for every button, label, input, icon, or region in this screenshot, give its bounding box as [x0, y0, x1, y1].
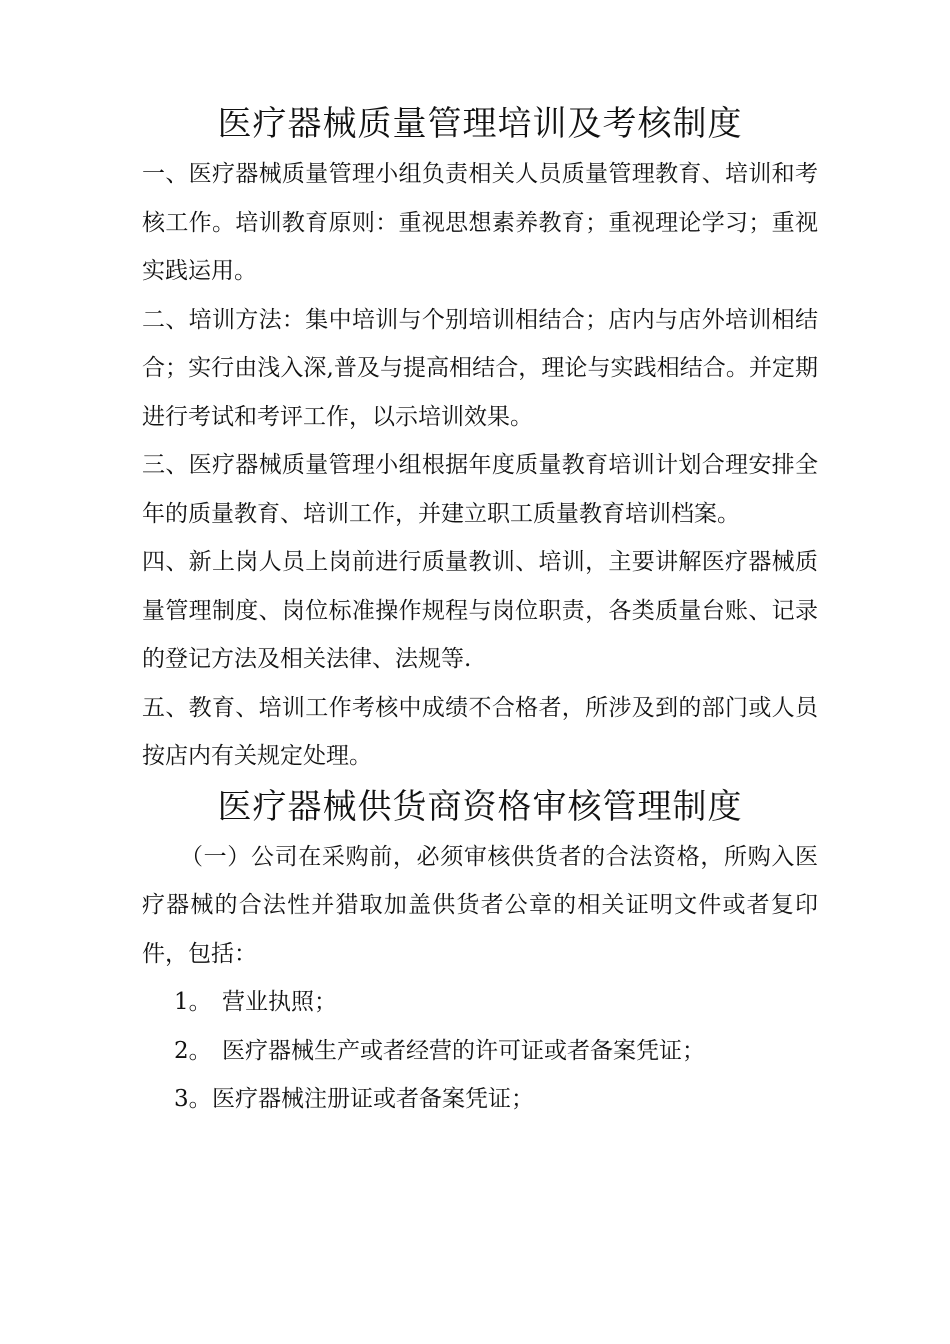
section-2-content: [142, 833, 818, 1124]
list-item: [142, 978, 818, 1027]
section-1-title: 医疗器械质量管理培训及考核制度: [217, 104, 743, 144]
document-body: [142, 98, 818, 1124]
list-item: [142, 1075, 818, 1124]
section-1-paragraph-4: 四、新上岗人员上岗前进行质量教训、培训，主要讲解医疗器械质量管理制度、岗位标准操作规程与岗位职责，各类质量台账、记录的登记方法及相关法律、法规等.: [142, 549, 818, 672]
list-item-text: 医疗器械生产或者经营的许可证或者备案凭证；: [222, 1037, 705, 1064]
section-2-title: 医疗器械供货商资格审核管理制度: [217, 786, 743, 827]
list-item-text: 营业执照；: [222, 989, 337, 1015]
list-item-number: 1。: [174, 989, 212, 1015]
section-1-paragraph-5: 五、教育、培训工作考核中成绩不合格者，所涉及到的部门或人员按店内有关规定处理。: [142, 694, 818, 769]
list-item-number: 2。: [174, 1037, 212, 1064]
section-2-intro: （一）公司在采购前，必须审核供货者的合法资格，所购入医疗器械的合法性并猎取加盖供货者公章的相关证明文件或者复印件，包括：: [142, 843, 818, 967]
list-item-number: 3。: [174, 1086, 212, 1112]
section-1-paragraph-3: 三、医疗器械质量管理小组根据年度质量教育培训计划合理安排全年的质量教育、培训工作，并建立职工质量教育培训档案。: [142, 452, 818, 527]
section-1-paragraph-2: 二、培训方法：集中培训与个别培训相结合；店内与店外培训相结合；实行由浅入深,普及与提高相结合，理论与实践相结合。并定期进行考试和考评工作，以示培训效果。: [142, 306, 818, 430]
section-1-content: [142, 150, 818, 781]
list-item-text: 医疗器械注册证或者备案凭证；: [212, 1086, 534, 1112]
section-1-paragraph-1: 一、医疗器械质量管理小组负责相关人员质量管理教育、培训和考核工作。培训教育原则：重视思想素养教育；重视理论学习；重视实践运用。: [142, 161, 818, 284]
list-item: [142, 1027, 818, 1076]
